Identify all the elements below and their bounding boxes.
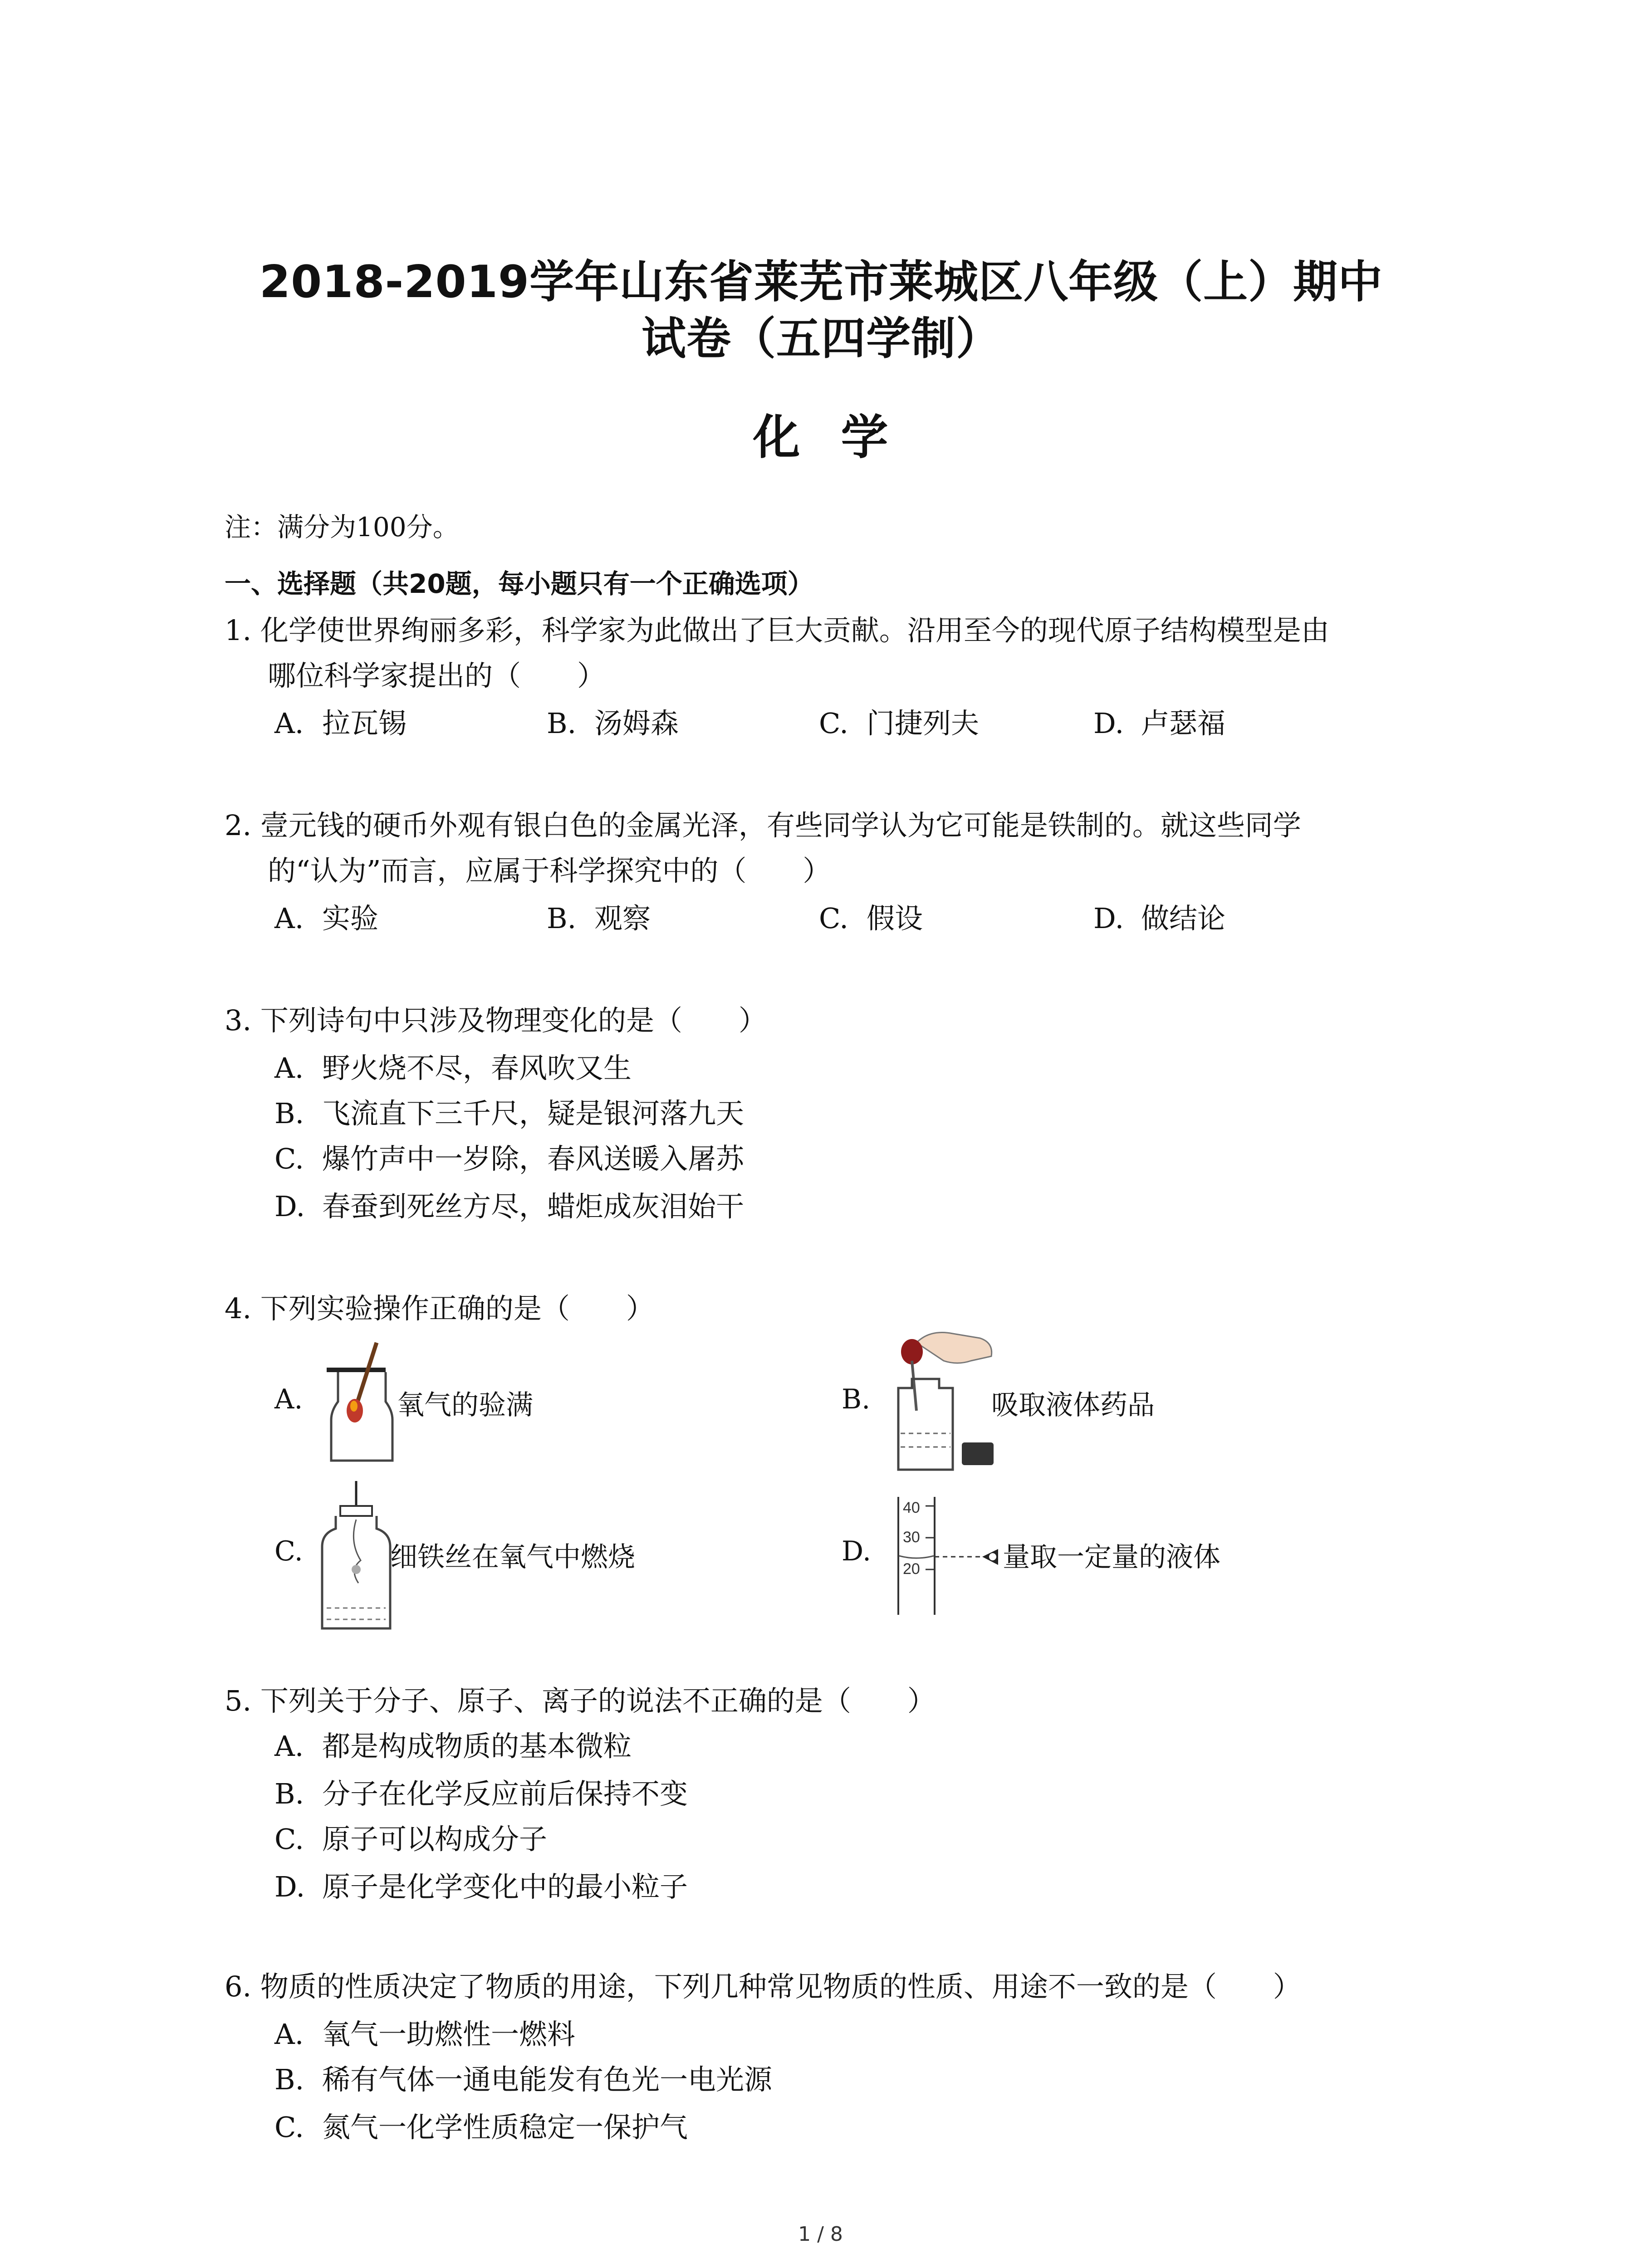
q6-option-b: B. 稀有气体一通电能发有色光一电光源 xyxy=(274,2063,773,2096)
question-6-stem: 6. 物质的性质决定了物质的用途，下列几种常见物质的性质、用途不一致的是（ ） xyxy=(225,1970,1301,2003)
q1-option-a: A. 拉瓦锡 xyxy=(274,707,407,740)
q2-option-c: C. 假设 xyxy=(819,902,923,935)
question-3-stem: 3. 下列诗句中只涉及物理变化的是（ ） xyxy=(225,1004,767,1037)
exam-title-line1: 2018-2019学年山东省莱芜市莱城区八年级（上）期中 xyxy=(259,256,1383,308)
q2-option-b: B. 观察 xyxy=(547,902,651,935)
question-1-stem-cont: 哪位科学家提出的（ ） xyxy=(268,659,606,692)
q5-option-b: B. 分子在化学反应前后保持不变 xyxy=(274,1777,688,1810)
subject-heading: 化学 xyxy=(753,410,929,465)
q3-option-d: D. 春蚕到死丝方尽，蜡炬成灰泪始干 xyxy=(274,1190,745,1223)
q5-option-c: C. 原子可以构成分子 xyxy=(274,1823,548,1856)
q4-option-c-text: 细铁丝在氧气中燃烧 xyxy=(390,1541,635,1573)
cylinder-tick-40: 40 xyxy=(903,1499,920,1516)
q5-option-d: D. 原子是化学变化中的最小粒子 xyxy=(274,1870,688,1903)
section-heading: 一、选择题（共20题，每小题只有一个正确选项） xyxy=(225,568,814,599)
question-1-stem: 1. 化学使世界绚丽多彩，科学家为此做出了巨大贡献。沿用至今的现代原子结构模型是由 xyxy=(225,614,1329,647)
q4-option-d-text: 量取一定量的液体 xyxy=(1003,1541,1220,1573)
score-note: 注：满分为100分。 xyxy=(225,512,459,543)
question-2-stem: 2. 壹元钱的硬币外观有银白色的金属光泽，有些同学认为它可能是铁制的。就这些同学 xyxy=(225,809,1301,842)
question-4-stem: 4. 下列实验操作正确的是（ ） xyxy=(225,1292,654,1325)
q4-option-c-label: C. xyxy=(274,1535,303,1567)
q4-option-b-text: 吸取液体药品 xyxy=(991,1389,1155,1421)
q2-option-a: A. 实验 xyxy=(274,902,379,935)
q1-option-b: B. 汤姆森 xyxy=(547,707,679,740)
q3-option-b: B. 飞流直下三千尺，疑是银河落九天 xyxy=(274,1097,745,1130)
page-number: 1 / 8 xyxy=(798,2223,843,2246)
q1-option-d: D. 卢瑟福 xyxy=(1093,707,1226,740)
q3-option-c: C. 爆竹声中一岁除，春风送暖入屠苏 xyxy=(274,1142,745,1175)
q2-option-d: D. 做结论 xyxy=(1093,902,1226,935)
q4-option-a-text: 氧气的验满 xyxy=(397,1389,533,1421)
q4-option-d-label: D. xyxy=(842,1535,872,1567)
q3-option-a: A. 野火烧不尽，春风吹又生 xyxy=(274,1051,632,1085)
cylinder-tick-20: 20 xyxy=(903,1560,920,1578)
q4-option-a-label: A. xyxy=(274,1383,303,1415)
q5-option-a: A. 都是构成物质的基本微粒 xyxy=(274,1730,632,1763)
question-5-stem: 5. 下列关于分子、原子、离子的说法不正确的是（ ） xyxy=(225,1684,936,1717)
dropper-bottle-icon xyxy=(889,1325,998,1479)
q1-option-c: C. 门捷列夫 xyxy=(819,707,980,740)
oxygen-test-bottle-icon xyxy=(318,1338,404,1465)
iron-wire-jar-icon xyxy=(318,1479,395,1633)
q6-option-c: C. 氮气一化学性质稳定一保护气 xyxy=(274,2111,688,2144)
question-2-stem-cont: 的“认为”而言，应属于科学探究中的（ ） xyxy=(268,854,831,887)
cylinder-tick-30: 30 xyxy=(903,1529,920,1546)
graduated-cylinder-icon xyxy=(889,1492,1007,1619)
q6-option-a: A. 氧气一助燃性一燃料 xyxy=(274,2018,576,2051)
q4-option-b-label: B. xyxy=(842,1383,871,1415)
exam-title-line2: 试卷（五四学制） xyxy=(641,313,1001,365)
